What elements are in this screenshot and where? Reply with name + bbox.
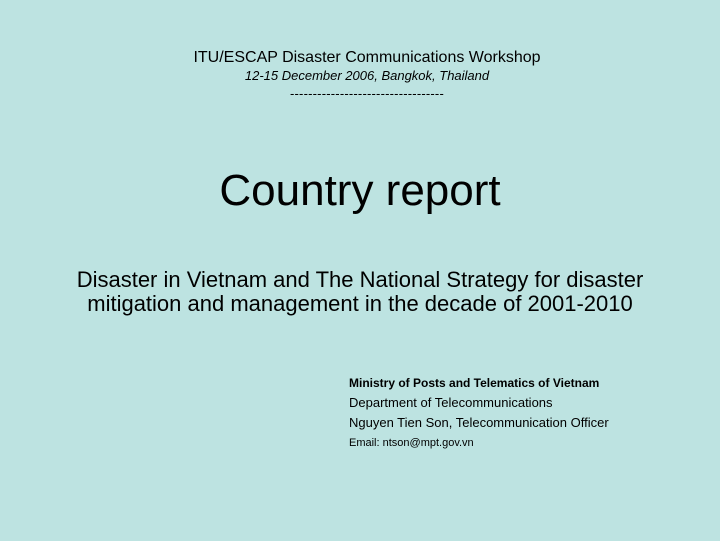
contact-email: Email: ntson@mpt.gov.vn [349, 437, 474, 449]
header-divider: ---------------------------------- [290, 86, 444, 101]
workshop-header [0, 48, 720, 102]
workshop-date: 12-15 December 2006, Bangkok, Thailand [244, 68, 490, 83]
page-title: Country report [219, 166, 501, 215]
contact-block [349, 375, 709, 455]
contact-person: Nguyen Tien Son, Telecommunication Officer [349, 415, 609, 430]
report-subtitle: Disaster in Vietnam and The National Strategy for disaster mitigation and management in the decade of 2001-2010 [76, 267, 644, 316]
contact-ministry: Ministry of Posts and Telematics of Vietnam [349, 376, 600, 390]
workshop-title: ITU/ESCAP Disaster Communications Workshop [193, 49, 541, 66]
contact-department: Department of Telecommunications [349, 395, 553, 410]
